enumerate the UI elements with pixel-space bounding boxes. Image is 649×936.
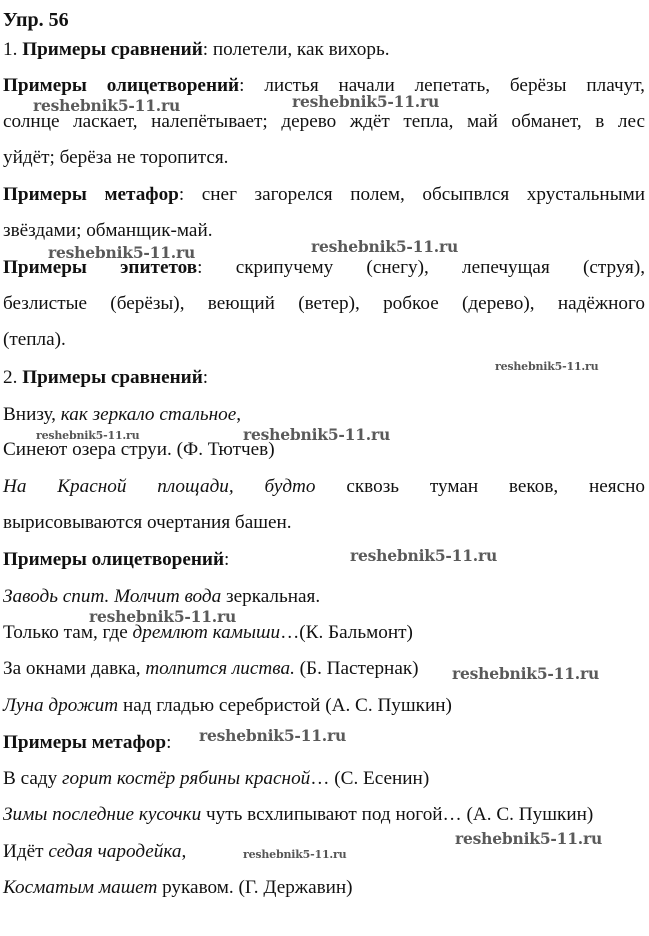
line-text: ,: [236, 404, 242, 425]
watermark: reshebnik5-11.ru: [48, 243, 196, 262]
section-heading: Примеры сравнений: [22, 367, 203, 388]
section-heading: Примеры олицетворений: [3, 549, 225, 570]
watermark: reshebnik5-11.ru: [455, 829, 603, 848]
paragraph-line: [3, 403, 645, 427]
watermark: reshebnik5-11.ru: [495, 360, 599, 373]
paragraph-line: [3, 183, 645, 207]
italic-fragment: толпится листва.: [145, 658, 295, 679]
line-text: чуть всхлипывают под ногой… (А. С. Пушкин): [201, 804, 594, 825]
watermark: reshebnik5-11.ru: [199, 726, 347, 745]
paragraph-line: [3, 475, 645, 499]
line-text: :: [202, 367, 209, 388]
paragraph-line: [3, 146, 645, 170]
line-text: :: [166, 732, 172, 753]
watermark: reshebnik5-11.ru: [350, 546, 498, 565]
line-text: За окнами давка,: [3, 658, 146, 679]
line-text: сквозь туман веков, неясно: [315, 476, 645, 497]
line-text: Только там, где: [3, 622, 133, 643]
paragraph-line: [3, 803, 645, 827]
section-heading: Примеры метафор: [3, 184, 179, 205]
paragraph-line: [3, 511, 645, 535]
italic-fragment: дремлют камыши: [132, 622, 281, 643]
watermark: reshebnik5-11.ru: [33, 96, 181, 115]
section-heading: Примеры метафор: [3, 732, 167, 753]
line-text: : скрипучему (снегу), лепечущая (струя),: [197, 257, 646, 278]
italic-fragment: На Красной площади, будто: [3, 476, 316, 497]
line-text: : листья начали лепетать, берёзы плачут,: [239, 75, 645, 96]
watermark: reshebnik5-11.ru: [243, 848, 347, 861]
paragraph-line: [3, 585, 645, 609]
line-text: ,: [181, 841, 187, 862]
line-text: (Б. Пастернак): [294, 658, 419, 679]
line-text: зеркальная.: [221, 586, 321, 607]
italic-fragment: седая чародейка: [48, 841, 182, 862]
line-text: Внизу,: [3, 404, 61, 425]
line-text: …(К. Бальмонт): [280, 622, 413, 643]
line-text: Синеют озера струи. (Ф. Тютчев): [3, 439, 275, 460]
watermark: reshebnik5-11.ru: [89, 607, 237, 626]
section-heading: Примеры эпитетов: [3, 257, 198, 278]
exercise-title: Упр. 56: [3, 9, 69, 31]
line-text: : полетели, как вихорь.: [202, 39, 390, 60]
watermark: reshebnik5-11.ru: [243, 425, 391, 444]
line-text: Идёт: [3, 841, 49, 862]
section-heading: Примеры олицетворений: [3, 75, 240, 96]
section-number: 2.: [3, 367, 23, 388]
line-text: … (С. Есенин): [310, 768, 430, 789]
watermark: reshebnik5-11.ru: [292, 92, 440, 111]
section-number: 1.: [3, 39, 23, 60]
paragraph-line: [3, 767, 645, 791]
line-text: вырисовываются очертания башен.: [3, 512, 292, 533]
paragraph-line: [3, 876, 645, 900]
italic-fragment: Заводь спит. Молчит вода: [3, 586, 222, 607]
italic-fragment: как зеркало стальное: [60, 404, 237, 425]
watermark: reshebnik5-11.ru: [311, 237, 459, 256]
line-text: звёздами; обманщик-май.: [3, 220, 213, 241]
line-text: уйдёт; берёза не торопится.: [3, 147, 229, 168]
italic-fragment: Косматым машет: [3, 877, 158, 898]
line-text: (тепла).: [3, 329, 66, 350]
line-text: В саду: [3, 768, 63, 789]
paragraph-line: [3, 694, 645, 718]
italic-fragment: Луна дрожит: [3, 695, 119, 716]
paragraph-line: [3, 292, 645, 316]
line-text: рукавом. (Г. Державин): [157, 877, 353, 898]
watermark: reshebnik5-11.ru: [452, 664, 600, 683]
watermark: reshebnik5-11.ru: [36, 429, 140, 442]
line-text: солнце ласкает, налепётывает; дерево ждёт тепла, май обманет, в лес: [3, 111, 645, 132]
line-text: :: [224, 549, 230, 570]
line-text: над гладью серебристой (А. С. Пушкин): [118, 695, 452, 716]
paragraph-line: [3, 548, 645, 572]
paragraph-line: [3, 328, 645, 352]
italic-fragment: горит костёр рябины красной: [62, 768, 311, 789]
italic-fragment: Зимы последние кусочки: [3, 804, 202, 825]
section-heading: Примеры сравнений: [22, 39, 203, 60]
paragraph-line: [3, 38, 645, 62]
line-text: : снег загорелся полем, обсыпвлся хрустальными: [178, 184, 645, 205]
line-text: безлистые (берёзы), веющий (ветер), робкое (дерево), надёжного: [3, 293, 645, 314]
